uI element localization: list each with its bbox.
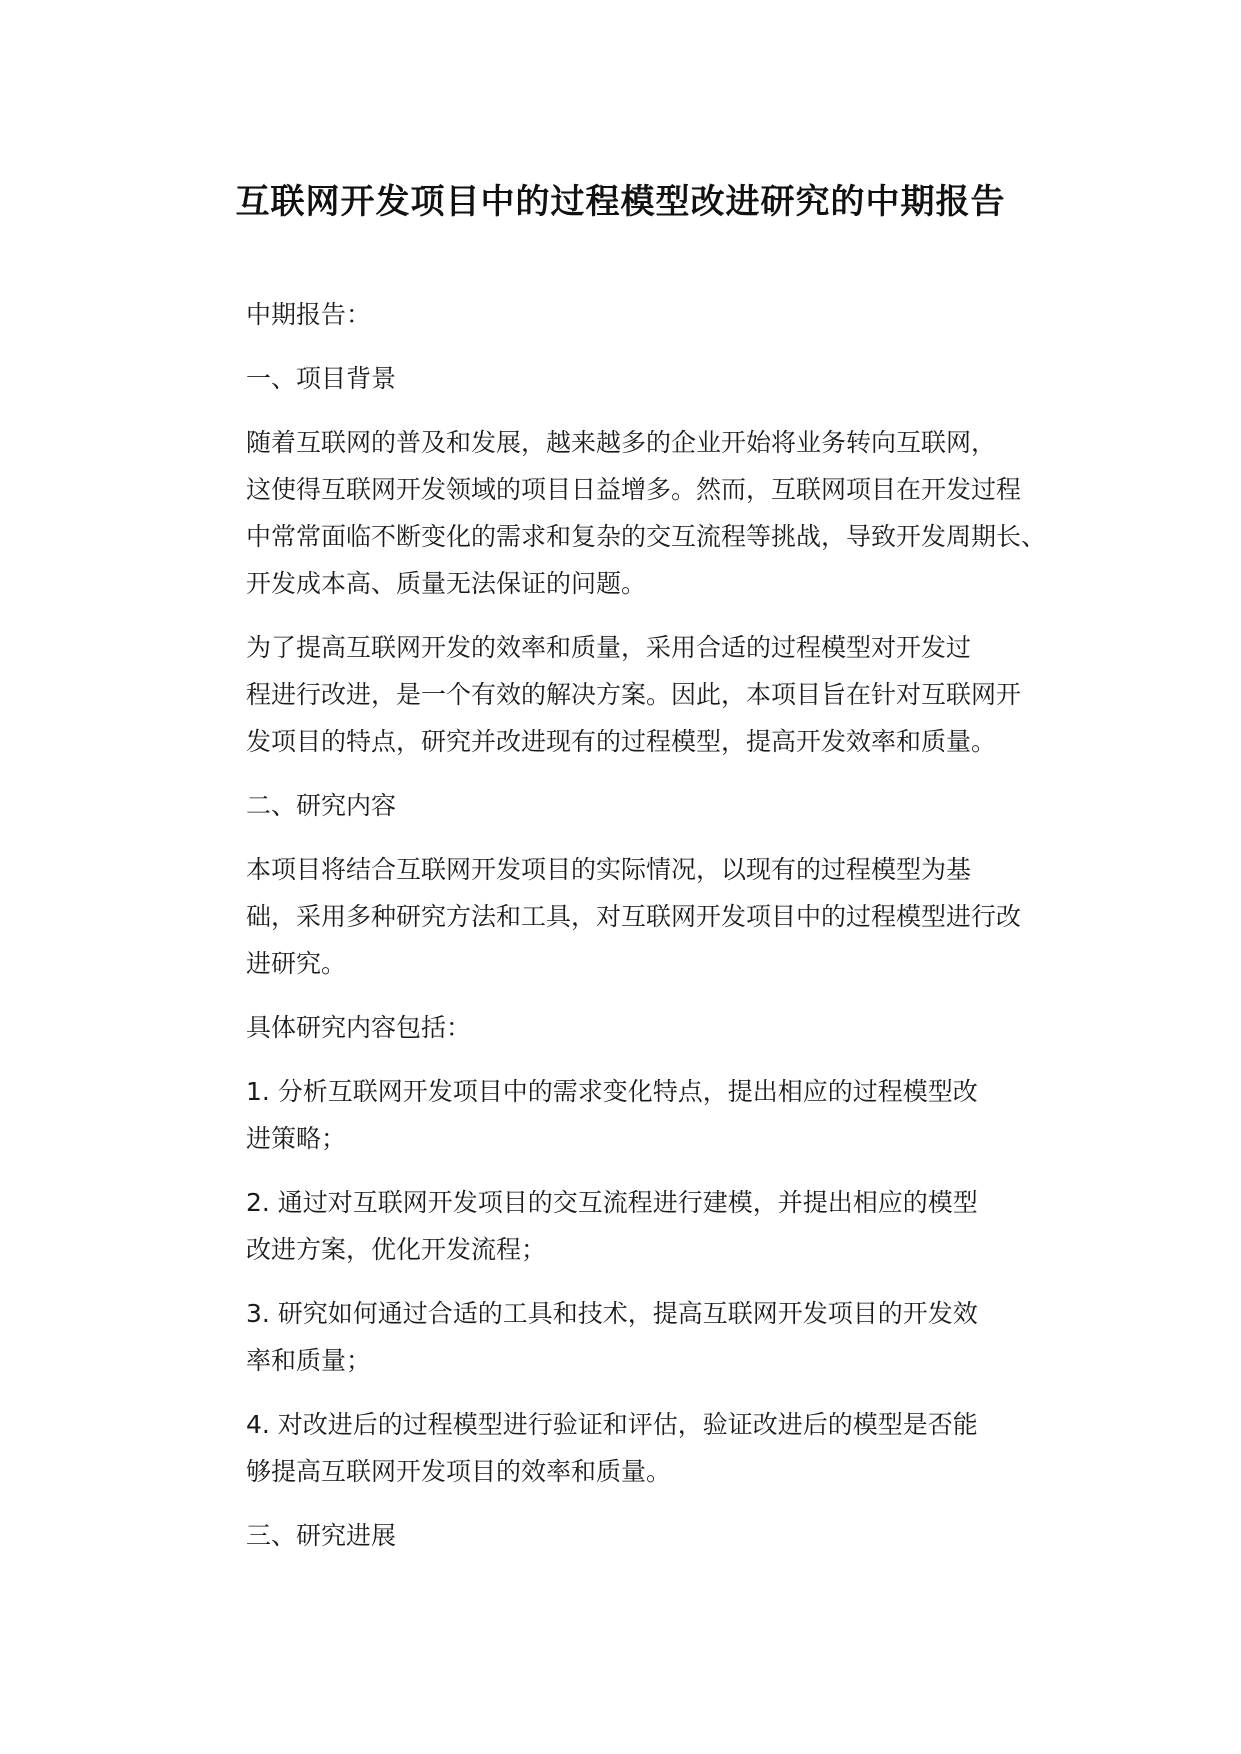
list-item-1: [188, 1068, 1068, 1162]
text-line: 1. 分析互联网开发项目中的需求变化特点，提出相应的过程模型改: [246, 1077, 978, 1106]
text-line: 础，采用多种研究方法和工具，对互联网开发项目中的过程模型进行改: [246, 902, 1022, 931]
text-line: 为了提高互联网开发的效率和质量，采用合适的过程模型对开发过: [246, 633, 972, 662]
text-line: 进研究。: [246, 949, 347, 978]
text-line: 4. 对改进后的过程模型进行验证和评估，验证改进后的模型是否能: [246, 1410, 978, 1439]
document-body: [188, 291, 1068, 1576]
list-item-3: [188, 1290, 1068, 1384]
text-line: 这使得互联网开发领域的项目日益增多。然而，互联网项目在开发过程: [246, 475, 1022, 504]
text-line: 改进方案，优化开发流程；: [246, 1235, 547, 1264]
text-line: 本项目将结合互联网开发项目的实际情况，以现有的过程模型为基: [246, 855, 972, 884]
text-line: 2. 通过对互联网开发项目的交互流程进行建模，并提出相应的模型: [246, 1188, 978, 1217]
paragraph-report-label: [188, 291, 1068, 338]
text-line: 随着互联网的普及和发展，越来越多的企业开始将业务转向互联网，: [246, 428, 997, 457]
text-line: 程进行改进，是一个有效的解决方案。因此，本项目旨在针对互联网开: [246, 680, 1022, 709]
text-line: 进策略；: [246, 1124, 347, 1153]
text-line: 开发成本高、质量无法保证的问题。: [246, 569, 647, 598]
paragraph-content-intro: [188, 1004, 1068, 1051]
text-line: 3. 研究如何通过合适的工具和技术，提高互联网开发项目的开发效: [246, 1299, 978, 1328]
text-line: 够提高互联网开发项目的效率和质量。: [246, 1457, 672, 1486]
text-line: 中常常面临不断变化的需求和复杂的交互流程等挑战，导致开发周期长、: [246, 522, 1047, 551]
paragraph-background-2: [188, 624, 1068, 765]
text-line: 率和质量；: [246, 1346, 372, 1375]
text-line: 一、项目背景: [246, 364, 397, 393]
paragraph-research-content: [188, 846, 1068, 987]
text-line: 中期报告：: [246, 300, 372, 329]
section-heading-background: [188, 355, 1068, 402]
list-item-2: [188, 1179, 1068, 1273]
paragraph-background-1: [188, 419, 1068, 607]
section-heading-progress: [188, 1512, 1068, 1559]
text-line: 发项目的特点，研究并改进现有的过程模型，提高开发效率和质量。: [246, 727, 997, 756]
text-line: 具体研究内容包括：: [246, 1013, 472, 1042]
list-item-4: [188, 1401, 1068, 1495]
text-line: 三、研究进展: [246, 1521, 397, 1550]
section-heading-research-content: [188, 782, 1068, 829]
text-line: 二、研究内容: [246, 791, 397, 820]
document-title: 互联网开发项目中的过程模型改进研究的中期报告: [235, 182, 1006, 222]
